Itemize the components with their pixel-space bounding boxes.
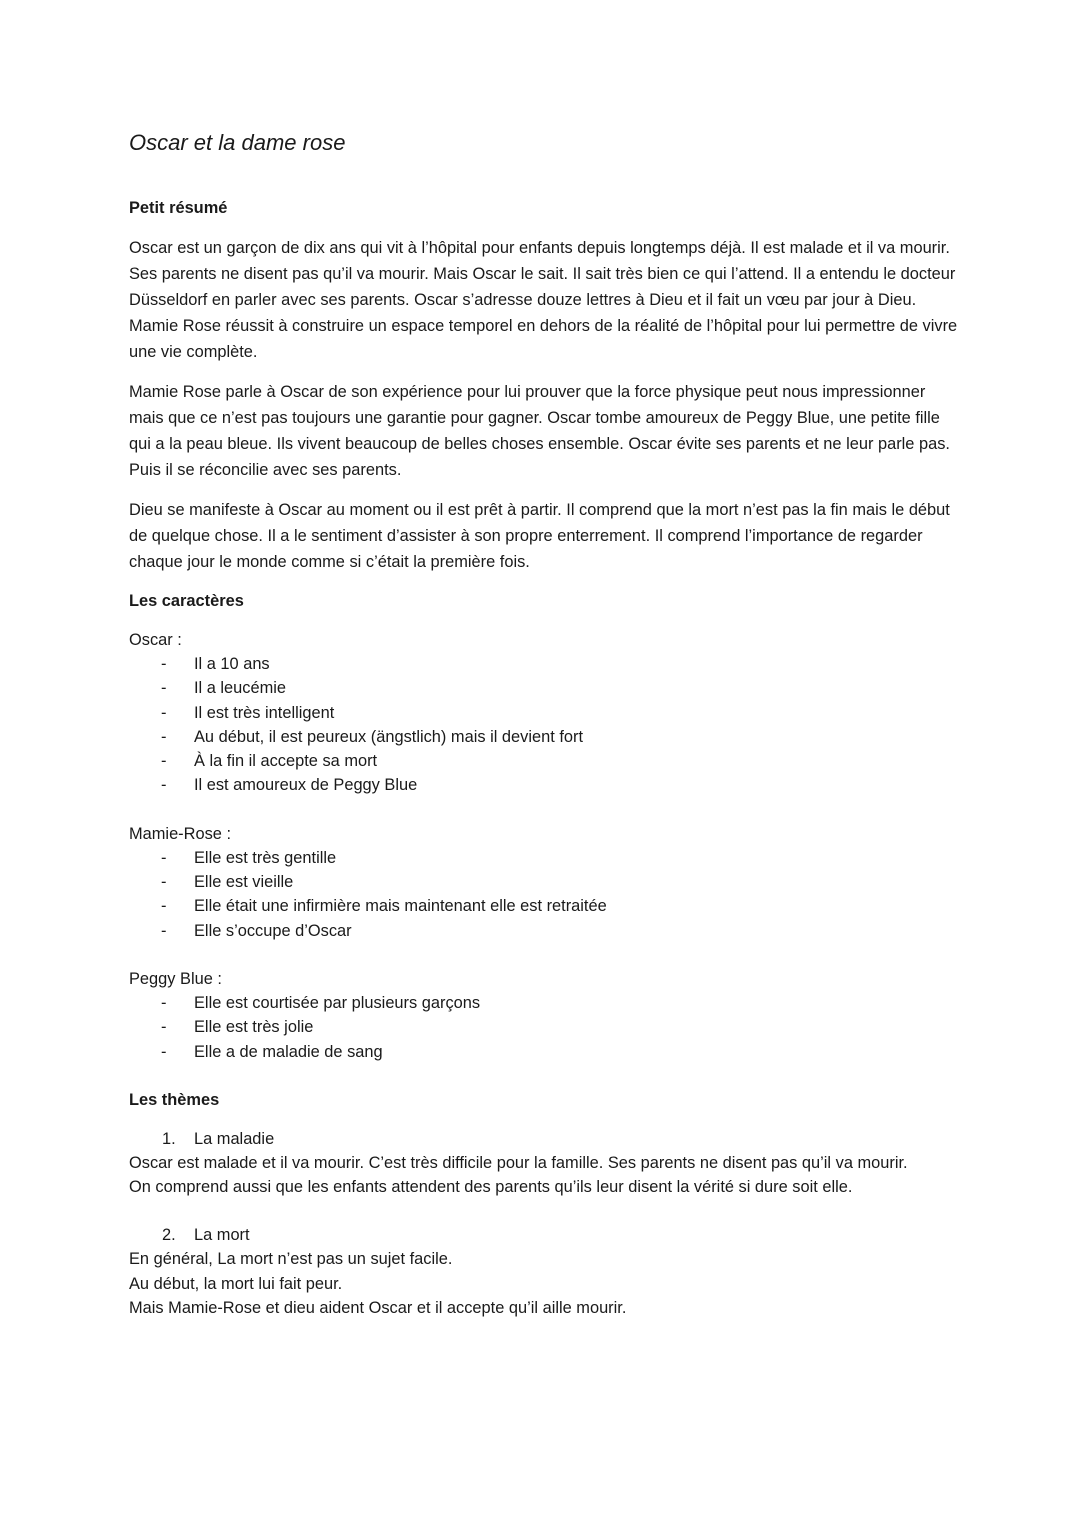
dash-bullet: - — [161, 752, 167, 771]
character-group-peggy-blue — [129, 967, 959, 1064]
dash-bullet: - — [161, 993, 167, 1012]
dash-bullet: - — [161, 703, 167, 722]
list-item-text: Il a leucémie — [194, 679, 287, 698]
theme-number: 1. — [162, 1129, 176, 1148]
theme-text: En général, La mort n’est pas un sujet facile. — [129, 1250, 453, 1269]
dash-bullet: - — [161, 848, 167, 867]
list-item — [129, 652, 959, 676]
document-title: Oscar et la dame rose — [129, 130, 346, 155]
theme-number: 2. — [162, 1226, 176, 1245]
dash-bullet: - — [161, 897, 167, 916]
dash-bullet: - — [161, 679, 167, 698]
document-page — [129, 128, 959, 1344]
list-item-text: Il est amoureux de Peggy Blue — [194, 776, 418, 795]
character-traits-list — [129, 652, 959, 798]
list-item — [129, 773, 959, 797]
list-item — [129, 725, 959, 749]
list-item-text: Au début, il est peureux (ängstlich) mais il devient fort — [194, 727, 584, 746]
themes-section — [129, 1088, 959, 1320]
list-item — [129, 1015, 959, 1039]
list-item — [129, 870, 959, 894]
dash-bullet: - — [161, 655, 167, 673]
list-item-text: Elle est très gentille — [194, 848, 337, 867]
list-item-text: À la fin il accepte sa mort — [194, 752, 378, 771]
character-label: Peggy Blue : — [129, 969, 222, 988]
dash-bullet: - — [161, 727, 167, 746]
dash-bullet: - — [161, 1018, 167, 1037]
list-item-text: Elle s’occupe d’Oscar — [194, 921, 352, 940]
list-item — [129, 1040, 959, 1064]
summary-paragraph: Dieu se manifeste à Oscar au moment ou il est prêt à partir. Il comprend que la mort n’est pas la fin mais le début de quelque chose. Il a le sentiment d’assister à son propre enterrement. Il comprend l’importance de regarder chaque jour le monde comme si c’était la première fois. — [129, 501, 950, 571]
list-item — [129, 749, 959, 773]
dash-bullet: - — [161, 873, 167, 892]
list-item — [129, 894, 959, 918]
character-label: Mamie-Rose : — [129, 824, 232, 843]
theme-title — [129, 1223, 959, 1247]
theme-title-text: La mort — [194, 1226, 250, 1245]
theme-text: Au début, la mort lui fait peur. — [129, 1274, 343, 1293]
list-item-text: Elle est courtisée par plusieurs garçons — [194, 993, 481, 1012]
list-item-text: Il a 10 ans — [194, 655, 270, 673]
list-item — [129, 846, 959, 870]
list-item-text: Il est très intelligent — [194, 703, 335, 722]
character-traits-list — [129, 991, 959, 1064]
theme-text: Mais Mamie-Rose et dieu aident Oscar et il accepte qu’il aille mourir. — [129, 1299, 627, 1318]
theme-item — [129, 1223, 959, 1320]
list-item-text: Elle est vieille — [194, 873, 294, 892]
summary-heading: Petit résumé — [129, 199, 228, 217]
theme-title-text: La maladie — [194, 1129, 275, 1148]
dash-bullet: - — [161, 776, 167, 795]
character-label: Oscar : — [129, 631, 182, 649]
list-item-text: Elle était une infirmière mais maintenant elle est retraitée — [194, 897, 607, 916]
list-item-text: Elle est très jolie — [194, 1018, 314, 1037]
summary-paragraph: Mamie Rose parle à Oscar de son expérience pour lui prouver que la force physique peut nous impressionner mais que ce n’est pas toujours une garantie pour gagner. Oscar tombe amoureux de Peggy Blue, une petite fille qui a la peau bleue. Ils vivent beaucoup de belles choses ensemble. Oscar évite ses parents et ne leur parle pas. Puis il se réconcilie avec ses parents. — [129, 383, 950, 479]
list-item — [129, 991, 959, 1015]
theme-title — [129, 1127, 959, 1151]
character-group-oscar — [129, 628, 959, 798]
list-item-text: Elle a de maladie de sang — [194, 1042, 383, 1061]
list-item — [129, 701, 959, 725]
character-group-mamie-rose — [129, 822, 959, 943]
theme-text: Oscar est malade et il va mourir. C’est très difficile pour la famille. Ses parents ne disent pas qu’il va mourir. — [129, 1153, 908, 1172]
character-traits-list — [129, 846, 959, 943]
summary-section — [129, 196, 959, 575]
list-item — [129, 676, 959, 700]
dash-bullet: - — [161, 921, 167, 940]
theme-item — [129, 1127, 959, 1200]
characters-heading: Les caractères — [129, 592, 244, 610]
list-item — [129, 919, 959, 943]
summary-paragraph: Oscar est un garçon de dix ans qui vit à l’hôpital pour enfants depuis longtemps déjà. Il est malade et il va mourir. Ses parents ne disent pas qu’il va mourir. Mais Oscar le sait. Il sait très bien ce qui l’attend. Il a entendu le docteur Düsseldorf en parler avec ses parents. Oscar s’adresse douze lettres à Dieu et il fait un vœu par jour à Dieu. Mamie Rose réussit à construire un espace temporel en dehors de la réalité de l’hôpital pour lui permettre de vivre une vie complète. — [129, 239, 958, 361]
theme-text: On comprend aussi que les enfants attendent des parents qu’ils leur disent la vérité si dure soit elle. — [129, 1178, 853, 1197]
themes-heading: Les thèmes — [129, 1090, 220, 1109]
characters-section — [129, 589, 959, 1064]
dash-bullet: - — [161, 1042, 167, 1061]
